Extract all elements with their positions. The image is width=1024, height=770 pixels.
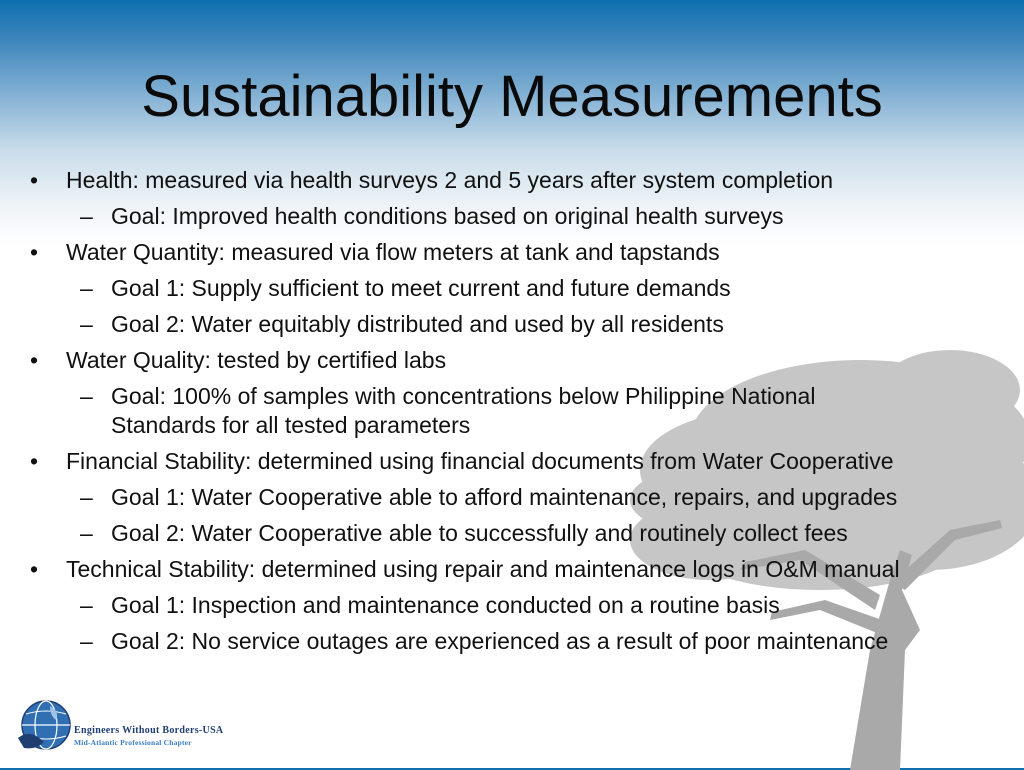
sub-bullet-item [0, 202, 911, 231]
bullet-item [0, 166, 1024, 195]
slide-title: Sustainability Measurements [141, 64, 883, 129]
dash-marker: – [80, 311, 93, 337]
sub-bullet-text: Goal 1: Water Cooperative able to afford maintenance, repairs, and upgrades [111, 484, 898, 510]
globe-icon [16, 698, 74, 754]
dash-marker: – [80, 484, 93, 510]
dash-marker: – [80, 520, 93, 546]
bullet-marker: • [30, 448, 39, 474]
bullet-text: Water Quality: tested by certified labs [66, 347, 447, 373]
bullet-item [0, 447, 1024, 476]
bullet-text: Water Quantity: measured via flow meters at tank and tapstands [66, 239, 720, 265]
dash-marker: – [80, 203, 93, 229]
sub-bullet-item [0, 627, 911, 656]
bullet-marker: • [30, 556, 39, 582]
sub-bullet-text: Goal 2: No service outages are experienced as a result of poor maintenance [111, 628, 889, 654]
bullet-text: Health: measured via health surveys 2 and 5 years after system completion [66, 167, 834, 193]
bullet-list [0, 166, 1024, 663]
dash-marker: – [80, 383, 93, 409]
dash-marker: – [80, 628, 93, 654]
bullet-item [0, 346, 1024, 375]
sub-bullet-item [0, 274, 911, 303]
bullet-marker: • [30, 347, 39, 373]
bullet-text: Technical Stability: determined using repair and maintenance logs in O&M manual [66, 556, 900, 582]
bullet-marker: • [30, 167, 39, 193]
dash-marker: – [80, 275, 93, 301]
sub-bullet-text: Goal 1: Inspection and maintenance conducted on a routine basis [111, 592, 780, 618]
bullet-item [0, 238, 1024, 267]
sub-bullet-item [0, 310, 911, 339]
sub-bullet-item [0, 483, 911, 512]
bullet-item [0, 555, 1024, 584]
sub-bullet-text: Goal 1: Supply sufficient to meet current and future demands [111, 275, 731, 301]
sub-bullet-item [0, 519, 911, 548]
sub-bullet-item [0, 591, 911, 620]
logo-chapter: Mid-Atlantic Professional Chapter [74, 738, 192, 747]
bullet-text: Financial Stability: determined using financial documents from Water Cooperative [66, 448, 894, 474]
sub-bullet-text: Goal 2: Water equitably distributed and used by all residents [111, 311, 724, 337]
sub-bullet-text: Goal: 100% of samples with concentrations below Philippine National Standards for all tested parameters [111, 383, 816, 438]
dash-marker: – [80, 592, 93, 618]
sub-bullet-text: Goal: Improved health conditions based on original health surveys [111, 203, 784, 229]
bullet-marker: • [30, 239, 39, 265]
sub-bullet-text: Goal 2: Water Cooperative able to successfully and routinely collect fees [111, 520, 848, 546]
sub-bullet-item [0, 382, 911, 440]
logo-name: Engineers Without Borders-USA [74, 725, 224, 736]
ewb-logo [14, 698, 244, 754]
